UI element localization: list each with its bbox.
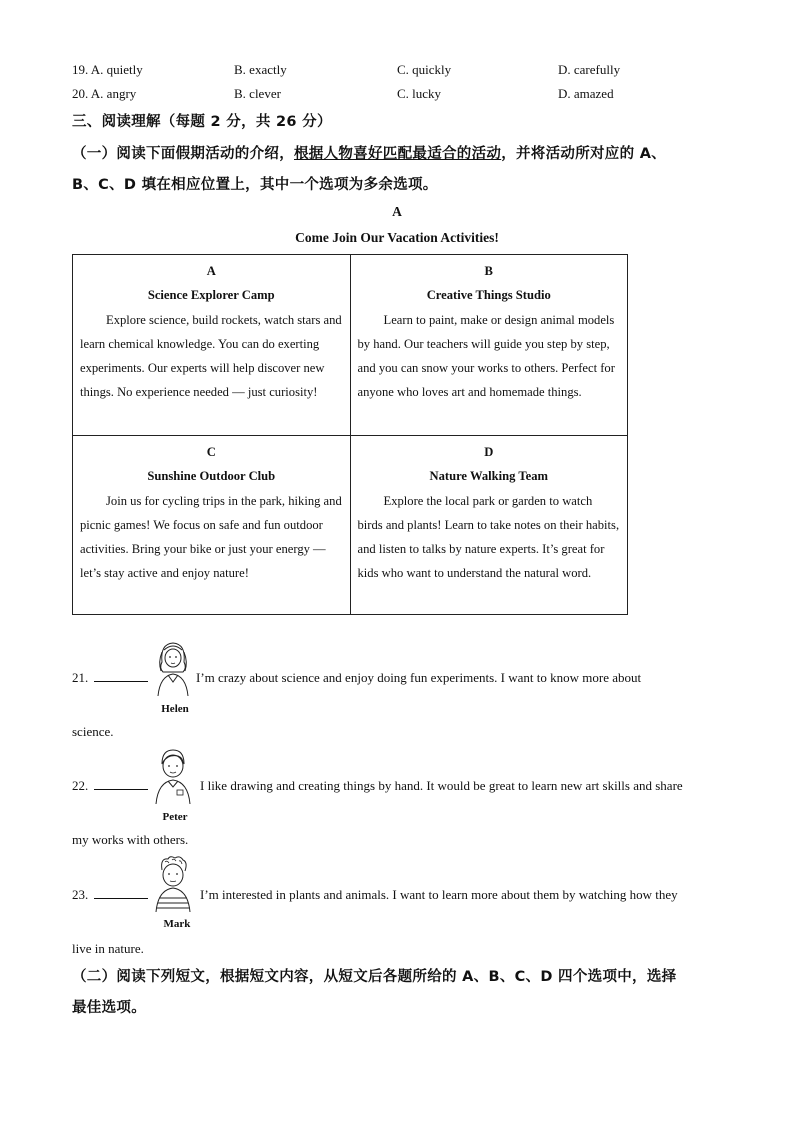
answer-blank[interactable] [94, 671, 148, 682]
option-20-a: 20. A. angry [72, 86, 137, 101]
activity-card-b [350, 255, 628, 436]
activity-letter: D [484, 445, 494, 459]
activity-card-a [73, 255, 351, 436]
passage-title: Come Join Our Vacation Activities! [295, 230, 499, 245]
person-name: Helen [161, 703, 189, 715]
part1-intro-underlined: 根据人物喜好匹配最适合的活动 [294, 146, 502, 162]
activity-title: Science Explorer Camp [147, 288, 275, 303]
question-number: 23. [72, 887, 89, 902]
part1-instructions-line1 [72, 142, 666, 163]
question-text: I like drawing and creating things by hand. It would be great to learn new art skills and share [200, 778, 683, 793]
question-21 [72, 670, 148, 686]
question-text-cont: live in nature. [72, 941, 144, 956]
question-text-cont: science. [72, 724, 114, 739]
activity-description: Join us for cycling trips in the park, hiking and picnic games! We focus on safe and fun outdoor activities. Bring your bike or just your energy — let’s stay active and enjoy nature! [80, 493, 342, 581]
activities-table [72, 254, 628, 615]
activity-title: Sunshine Outdoor Club [147, 469, 276, 484]
option-19-b: B. exactly [234, 62, 287, 77]
activity-letter: A [206, 264, 216, 278]
passage-letter: A [392, 204, 402, 219]
part2-instructions-line2: 最佳选项。 [72, 1000, 146, 1016]
part1-intro-a: （一）阅读下面假期活动的介绍， [72, 146, 294, 162]
activity-description: Learn to paint, make or design animal models by hand. Our teachers will guide you step by step, and you can snow your works to others. Perfect for anyone who loves art and homemade things. [357, 312, 615, 400]
question-text: I’m crazy about science and enjoy doing fun experiments. I want to know more about [196, 670, 642, 685]
peter-illustration [150, 746, 196, 806]
activity-letter: C [206, 445, 216, 459]
part2-instructions-line1: （二）阅读下列短文，根据短文内容，从短文后各题所给的 A、B、C、D 四个选项中，选择 [72, 969, 677, 985]
activity-description: Explore science, build rockets, watch stars and learn chemical knowledge. You can do exerting experiments. Our experts will help discover new things. No experience needed — just curiosity! [80, 312, 342, 400]
option-19-c: C. quickly [397, 62, 452, 77]
activity-card-c [73, 436, 351, 615]
person-name: Peter [162, 811, 188, 823]
option-20-d: D. amazed [558, 86, 614, 101]
option-20-b: B. clever [234, 86, 281, 101]
activity-card-d [350, 436, 628, 615]
option-19-a: 19. A. quietly [72, 62, 143, 77]
option-20-c: C. lucky [397, 86, 442, 101]
part1-intro-b: ，并将活动所对应的 A、 [501, 146, 667, 162]
question-text: I’m interested in plants and animals. I want to learn more about them by watching how they [200, 887, 678, 902]
activity-letter: B [484, 264, 493, 278]
person-name: Mark [163, 918, 191, 930]
activity-title: Nature Walking Team [429, 469, 548, 484]
question-text-cont: my works with others. [72, 832, 189, 847]
answer-blank[interactable] [94, 888, 148, 899]
activity-title: Creative Things Studio [426, 288, 551, 303]
section-heading: 三、阅读理解（每题 2 分，共 26 分） [72, 114, 332, 130]
option-19-d: D. carefully [558, 62, 621, 77]
helen-illustration [150, 638, 196, 698]
question-23 [72, 887, 148, 903]
question-number: 22. [72, 778, 89, 793]
part1-instructions-line2: B、C、D 填在相应位置上，其中一个选项为多余选项。 [72, 177, 438, 193]
mark-illustration [150, 854, 196, 914]
question-22 [72, 778, 148, 794]
answer-blank[interactable] [94, 779, 148, 790]
activity-description: Explore the local park or garden to watch birds and plants! Learn to take notes on their habits, and listen to talks by nature experts. It’s great for kids who want to understand the natural word. [357, 493, 620, 581]
question-number: 21. [72, 670, 89, 685]
